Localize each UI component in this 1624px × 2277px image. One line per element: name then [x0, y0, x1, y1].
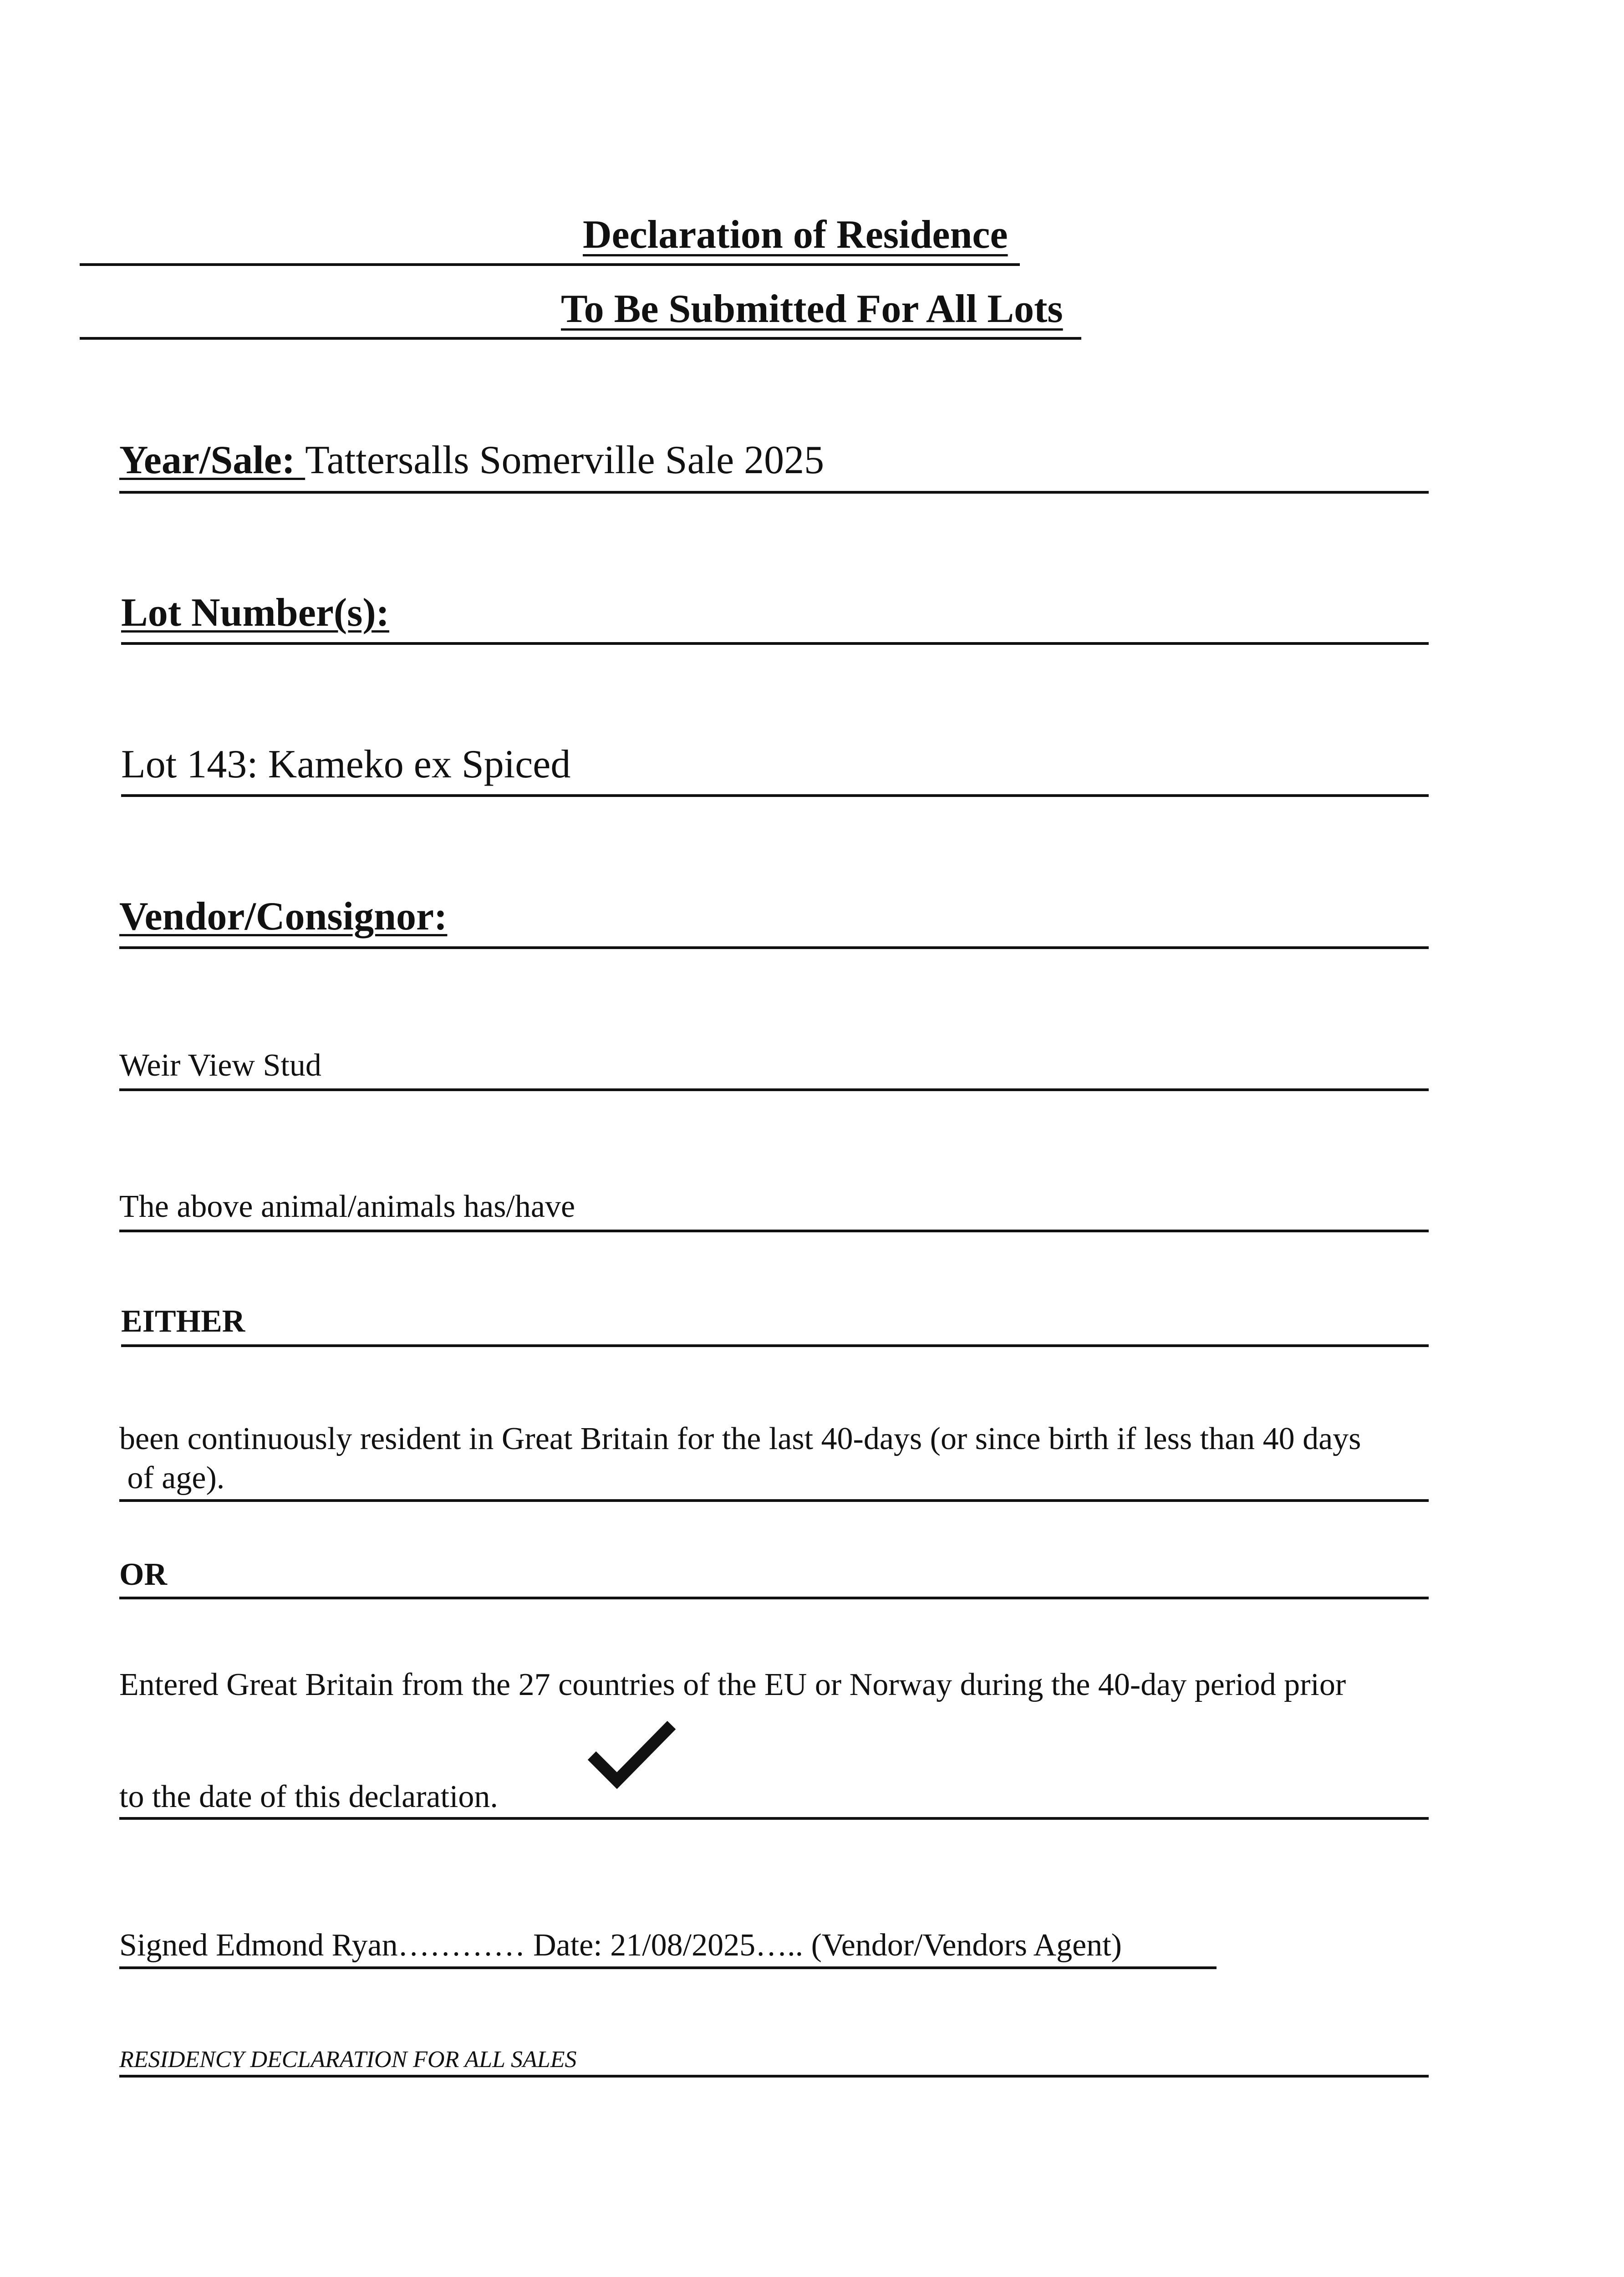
document-subtitle: To Be Submitted For All Lots — [561, 287, 1063, 331]
or-label: OR — [119, 1557, 167, 1592]
document-title: Declaration of Residence — [583, 213, 1008, 257]
either-option-line1: been continuously resident in Great Britain for the last 40-days (or since birth if less than 40 days — [119, 1421, 1361, 1456]
footer-rule — [119, 2075, 1429, 2078]
year-sale-field — [119, 437, 824, 483]
vendor-value: Weir View Stud — [119, 1048, 321, 1083]
or-option-line2: to the date of this declaration. — [119, 1779, 498, 1814]
statement-rule — [119, 1230, 1429, 1232]
year-sale-rule — [119, 491, 1429, 494]
lot-numbers-label: Lot Number(s): — [121, 591, 390, 635]
subtitle-rule — [80, 337, 1081, 340]
either-rule — [121, 1344, 1429, 1347]
vendor-label: Vendor/Consignor: — [119, 894, 448, 939]
lot-numbers-rule — [121, 642, 1429, 645]
statement-intro: The above animal/animals has/have — [119, 1189, 575, 1224]
or-option-line1: Entered Great Britain from the 27 countries of the EU or Norway during the 40-day period prior — [119, 1667, 1346, 1702]
lot-numbers-value: Lot 143: Kameko ex Spiced — [121, 742, 571, 786]
either-label: EITHER — [121, 1304, 245, 1339]
or-rule — [119, 1597, 1429, 1599]
signature-line: Signed Edmond Ryan………… Date: 21/08/2025….. (Vendor/Vendors Agent) — [119, 1928, 1122, 1963]
title-rule — [80, 263, 1020, 266]
footer-note: RESIDENCY DECLARATION FOR ALL SALES — [119, 2047, 577, 2073]
vendor-label-rule — [119, 946, 1429, 949]
year-sale-label: Year/Sale: — [119, 438, 305, 482]
signature-rule — [119, 1966, 1217, 1969]
lot-value-rule — [121, 794, 1429, 797]
year-sale-value: Tattersalls Somerville Sale 2025 — [305, 438, 825, 482]
vendor-value-rule — [119, 1088, 1429, 1091]
either-option-line2: of age). — [119, 1460, 225, 1496]
checkmark-icon — [587, 1717, 678, 1794]
or-option-rule — [119, 1817, 1429, 1820]
either-option-rule — [119, 1499, 1429, 1502]
